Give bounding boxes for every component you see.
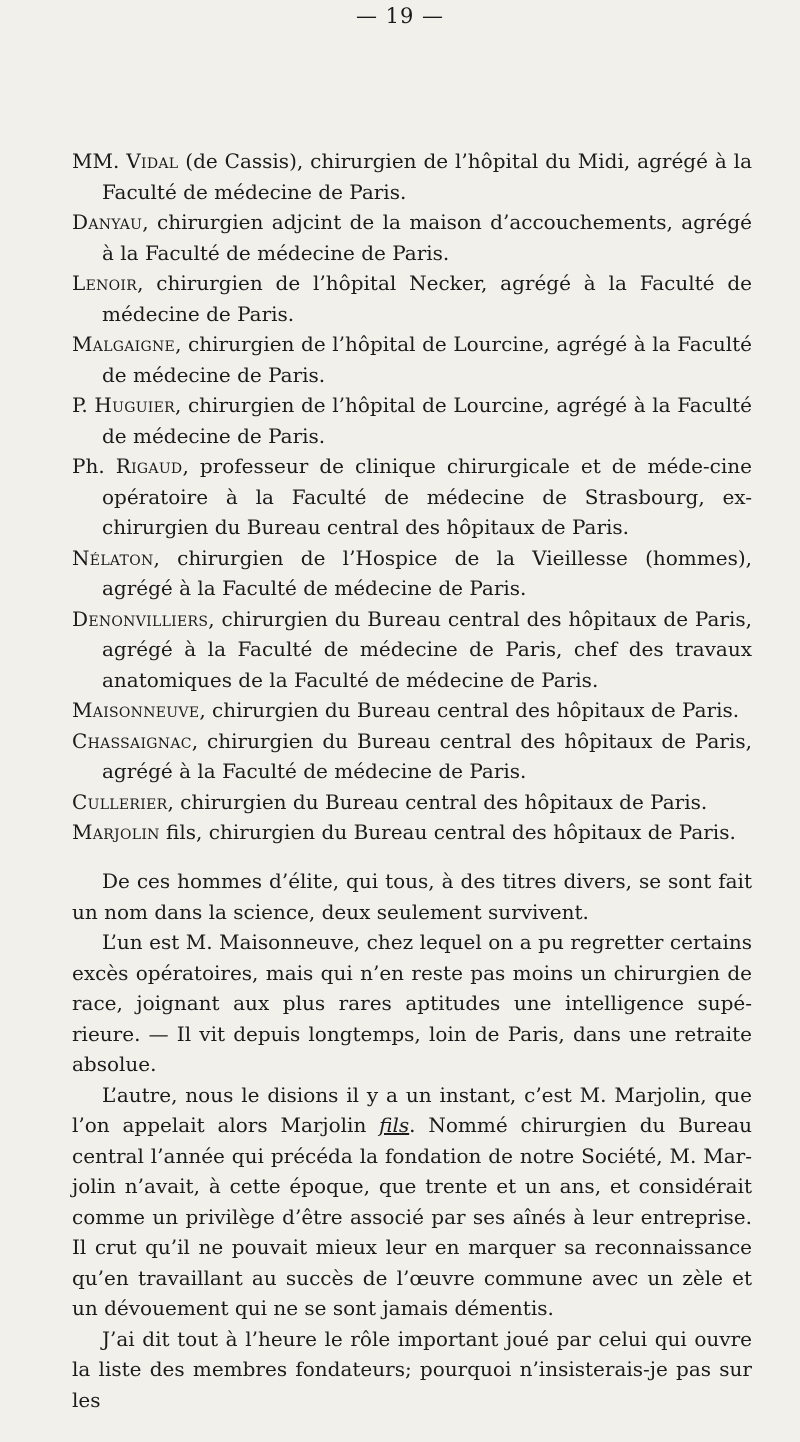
- member-entry: Marjolin fils, chirurgien du Bureau central des hôpitaux de Paris.: [72, 820, 736, 844]
- member-entry: Maisonneuve, chirurgien du Bureau central des hôpitaux de Paris.: [72, 698, 740, 722]
- member-list: [72, 146, 752, 848]
- body-text: [72, 866, 752, 1415]
- paragraph: L’autre, nous le disions il y a un instant, c’est M. Marjolin, que l’on appelait alors Marjolin fils. Nommé chirurgien du Bureau central l’année qui précéda la fondation de notre Société, M. Mar-jolin n’avait, à cette époque, que trente et un ans, et considérait comme un privilège d’être associé par ses aînés à leur entreprise. Il crut qu’il ne pouvait mieux leur en marquer sa reconnaissance qu’en travaillant au succès de l’œuvre commune avec un zèle et un dévouement qui ne se sont jamais démentis.: [72, 1082, 752, 1320]
- member-entry: Cullerier, chirurgien du Bureau central des hôpitaux de Paris.: [72, 789, 708, 814]
- member-name: Denonvilliers: [72, 606, 209, 631]
- member-name: Maisonneuve: [72, 698, 200, 722]
- paragraph: L’un est M. Maisonneuve, chez lequel on a pu regretter certains excès opératoires, mais qui n’en reste pas moins un chirurgien de race, joignant aux plus rares aptitudes une intelligence supé-rieure. — Il vit depuis longtemps, loin de Paris, dans une retraite absolue.: [72, 930, 752, 1076]
- member-entry: Malgaigne, chirurgien de l’hôpital de Lourcine, agrégé à la Faculté de médecine de Paris.: [72, 332, 752, 387]
- member-name: Malgaigne: [72, 332, 176, 356]
- paragraph: De ces hommes d’élite, qui tous, à des titres divers, se sont fait un nom dans la science, deux seulement survivent.: [72, 869, 752, 924]
- member-name: Huguier: [94, 393, 175, 417]
- paragraph: J’ai dit tout à l’heure le rôle important joué par celui qui ouvre la liste des membres fondateurs; pourquoi n’insisterais-je pas sur les: [72, 1326, 752, 1412]
- member-name: Lenoir: [72, 271, 138, 295]
- page-number: — 19 —: [355, 4, 445, 28]
- member-name: Vidal: [126, 149, 179, 173]
- member-name: Rigaud: [115, 454, 183, 478]
- member-entry: Lenoir, chirurgien de l’hôpital Necker, agrégé à la Faculté de médecine de Paris.: [72, 271, 752, 326]
- member-name: Cullerier: [72, 789, 168, 814]
- member-name: Nélaton: [72, 545, 154, 570]
- member-entry: P. Huguier, chirurgien de l’hôpital de Lourcine, agrégé à la Faculté de médecine de Paris.: [72, 393, 752, 448]
- member-name: Chassaignac: [72, 728, 192, 753]
- member-entry: MM. Vidal (de Cassis), chirurgien de l’hôpital du Midi, agrégé à la Faculté de médecine de Paris.: [72, 149, 753, 204]
- member-name: Danyau: [72, 210, 143, 234]
- member-entry: Danyau, chirurgien adjcint de la maison d’accouchements, agrégé à la Faculté de médecine de Paris.: [72, 210, 752, 265]
- member-name: Marjolin: [72, 820, 160, 844]
- member-entry: Ph. Rigaud, professeur de clinique chirurgicale et de méde-cine opératoire à la Faculté de médecine de Strasbourg, ex-chirurgien du Bureau central des hôpitaux de Paris.: [72, 454, 752, 539]
- member-entry: Denonvilliers, chirurgien du Bureau central des hôpitaux de Paris, agrégé à la Faculté de médecine de Paris, chef des travaux anatomiques de la Faculté de médecine de Paris.: [72, 606, 752, 692]
- member-entry: Nélaton, chirurgien de l’Hospice de la Vieillesse (hommes), agrégé à la Faculté de médecine de Paris.: [72, 545, 752, 600]
- emphasis-fils: fils: [379, 1113, 410, 1137]
- member-entry: Chassaignac, chirurgien du Bureau central des hôpitaux de Paris, agrégé à la Faculté de médecine de Paris.: [72, 728, 752, 783]
